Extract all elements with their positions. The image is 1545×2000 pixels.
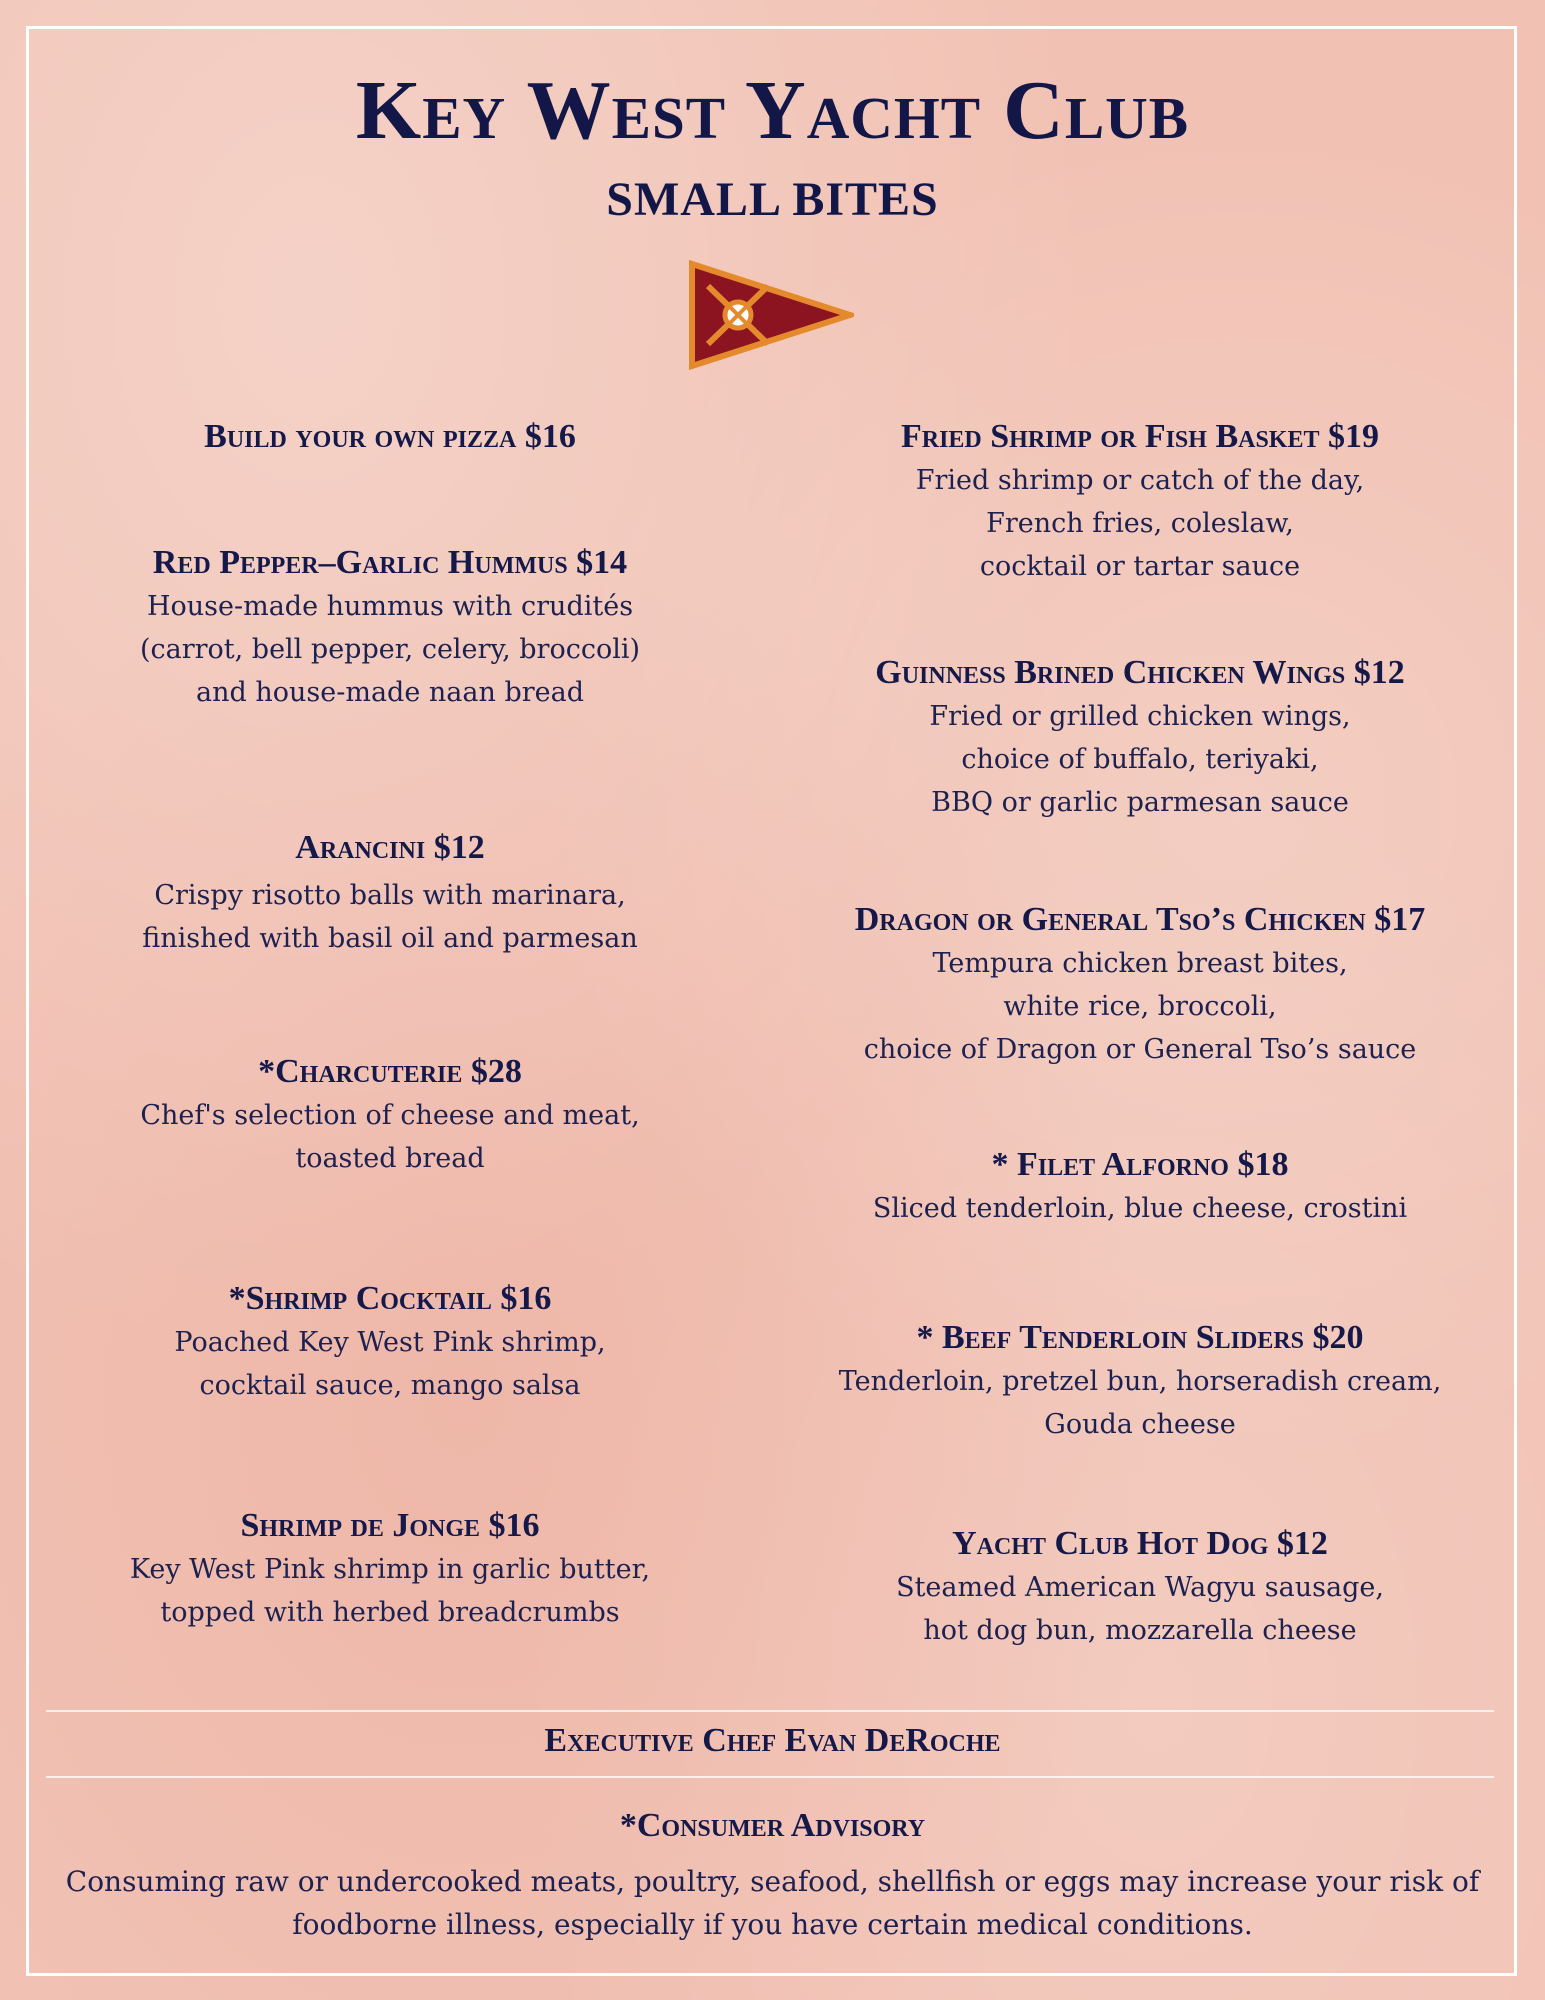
menu-item-desc: Tempura chicken breast bites, [932, 948, 1348, 979]
menu-item-dragon-chicken [760, 898, 1520, 1071]
menu-item-fried-basket [760, 415, 1520, 588]
menu-item-name: *Charcuterie $28 [258, 1053, 522, 1090]
menu-item-pizza [70, 415, 710, 459]
menu-item-desc: choice of buffalo, teriyaki, [961, 744, 1319, 775]
menu-item-desc: Gouda cheese [1044, 1409, 1236, 1440]
executive-chef: Executive Chef Evan DeRoche [544, 1722, 1001, 1759]
menu-item-shrimp-cocktail [70, 1277, 710, 1407]
menu-item-desc: hot dog bun, mozzarella cheese [923, 1615, 1357, 1646]
menu-item-desc: Crispy risotto balls with marinara, [154, 880, 626, 911]
menu-item-hot-dog [760, 1522, 1520, 1652]
menu-item-charcuterie [70, 1050, 710, 1180]
menu-item-name: * Beef Tenderloin Sliders $20 [916, 1319, 1364, 1356]
advisory-line: Consuming raw or undercooked meats, poultry, seafood, shellfish or eggs may increase your risk of [65, 1865, 1480, 1898]
yacht-club-burgee-icon [688, 260, 854, 370]
menu-item-desc: choice of Dragon or General Tso’s sauce [863, 1034, 1417, 1065]
menu-item-chicken-wings [760, 651, 1520, 824]
menu-item-desc: French fries, coleslaw, [986, 508, 1294, 539]
advisory-line: foodborne illness, especially if you have certain medical conditions. [292, 1908, 1253, 1941]
menu-item-filet-alforno [760, 1143, 1520, 1230]
consumer-advisory-title: *Consumer Advisory [619, 1807, 926, 1844]
menu-item-name: Red Pepper–Garlic Hummus $14 [152, 544, 628, 581]
menu-item-beef-sliders [760, 1316, 1520, 1446]
divider [46, 1710, 1494, 1712]
menu-item-desc: BBQ or garlic parmesan sauce [931, 787, 1349, 818]
menu-section-title: SMALL BITES [606, 173, 939, 226]
menu-item-desc: Key West Pink shrimp in garlic butter, [129, 1554, 651, 1585]
menu-item-desc: Fried shrimp or catch of the day, [915, 465, 1365, 496]
menu-item-desc: cocktail sauce, mango salsa [199, 1370, 581, 1401]
menu-item-desc: white rice, broccoli, [1003, 991, 1277, 1022]
menu-item-desc: Sliced tenderloin, blue cheese, crostini [872, 1193, 1408, 1224]
menu-item-desc: and house-made naan bread [196, 677, 584, 708]
menu-item-desc: finished with basil oil and parmesan [142, 923, 638, 954]
menu-item-name: Shrimp de Jonge $16 [240, 1507, 540, 1544]
menu-item-desc: Poached Key West Pink shrimp, [174, 1327, 606, 1358]
menu-item-name: * Filet Alforno $18 [991, 1146, 1289, 1183]
menu-item-desc: Fried or grilled chicken wings, [929, 701, 1351, 732]
menu-item-desc: topped with herbed breadcrumbs [160, 1597, 620, 1628]
menu-item-shrimp-de-jonge [70, 1504, 710, 1634]
menu-item-desc: House-made hummus with crudités [146, 591, 634, 622]
menu-item-desc: Tenderloin, pretzel bun, horseradish cream, [838, 1366, 1442, 1397]
menu-item-desc: cocktail or tartar sauce [979, 551, 1301, 582]
menu-item-name: Yacht Club Hot Dog $12 [952, 1525, 1328, 1562]
menu-item-name: Arancini $12 [295, 829, 485, 866]
consumer-advisory-text [50, 1860, 1495, 1946]
menu-item-hummus [70, 541, 710, 714]
menu-item-arancini [70, 826, 710, 960]
menu-item-name: Dragon or General Tso’s Chicken $17 [854, 901, 1426, 938]
menu-item-desc: (carrot, bell pepper, celery, broccoli) [139, 634, 641, 665]
menu-item-name: Fried Shrimp or Fish Basket $19 [900, 418, 1379, 455]
menu-item-name: *Shrimp Cocktail $16 [228, 1280, 552, 1317]
menu-item-desc: toasted bread [295, 1143, 485, 1174]
menu-item-name: Build your own pizza $16 [204, 418, 576, 455]
menu-item-desc: Steamed American Wagyu sausage, [896, 1572, 1384, 1603]
page-title: Key West Yacht Club [355, 64, 1190, 157]
divider [46, 1776, 1494, 1778]
menu-item-desc: Chef's selection of cheese and meat, [140, 1100, 640, 1131]
menu-item-name: Guinness Brined Chicken Wings $12 [875, 654, 1405, 691]
